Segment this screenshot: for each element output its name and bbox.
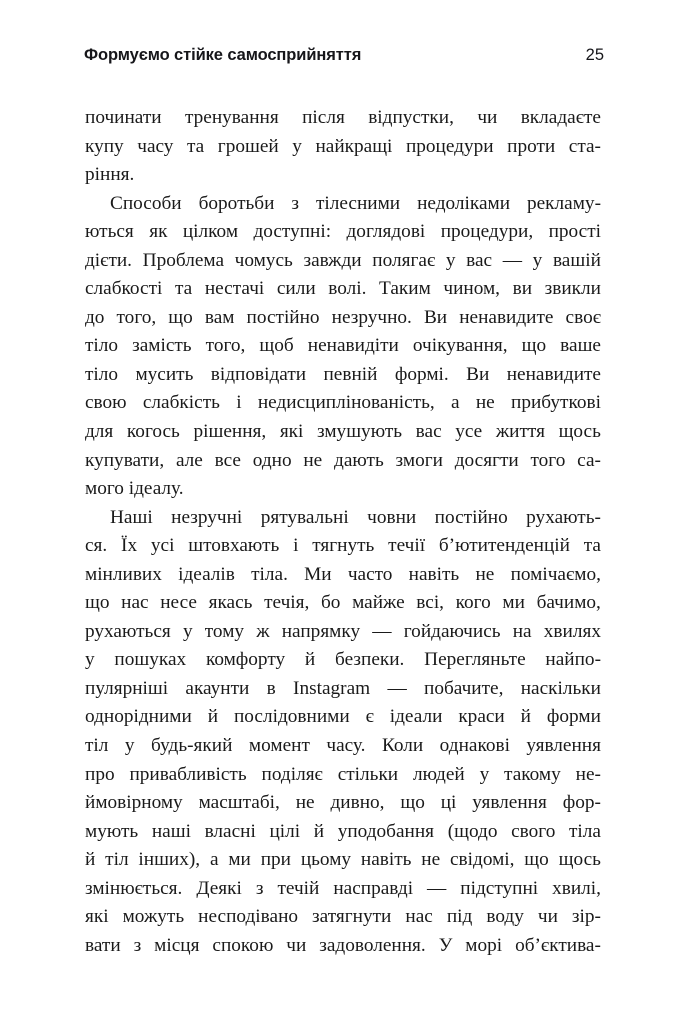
word: напрямку xyxy=(281,620,361,642)
word: грошей xyxy=(217,135,279,157)
word: що xyxy=(400,792,425,814)
word: однорідними xyxy=(85,706,192,728)
word: рухають- xyxy=(526,506,601,528)
word: помічаємо, xyxy=(510,563,601,585)
word: не- xyxy=(575,763,601,785)
word: а xyxy=(451,392,460,414)
word: тіл xyxy=(85,735,109,757)
word: — xyxy=(372,620,392,642)
word: чином, xyxy=(443,278,501,300)
word: човни xyxy=(367,506,417,528)
word: тіла. xyxy=(251,563,288,585)
word: ненавидите xyxy=(459,306,554,328)
word: масштабі, xyxy=(198,792,280,814)
text-line xyxy=(85,789,601,818)
word: не xyxy=(303,449,323,471)
word: купу xyxy=(85,135,124,157)
word: затягнути xyxy=(312,906,392,928)
word: якась xyxy=(208,592,253,614)
word: вам xyxy=(204,306,235,328)
word: у xyxy=(445,249,456,271)
word: під xyxy=(446,906,473,928)
word: щось xyxy=(558,421,601,443)
word: дають xyxy=(334,449,384,471)
text-line xyxy=(110,504,601,533)
word: полягає xyxy=(372,249,436,271)
word: всі, xyxy=(416,592,445,614)
word: ми xyxy=(228,849,251,871)
word: вати xyxy=(85,934,121,956)
word: тому xyxy=(204,620,245,642)
word: насправді xyxy=(333,877,414,899)
word: для xyxy=(85,421,114,443)
text-line xyxy=(85,618,601,647)
word: тілесними xyxy=(315,192,401,214)
word: у xyxy=(532,249,543,271)
word: звикли xyxy=(544,278,601,300)
word: акаунти xyxy=(185,677,250,699)
word: уявлення xyxy=(472,792,547,814)
word: Таким xyxy=(379,278,431,300)
word: тіло xyxy=(85,363,119,385)
word: кого xyxy=(455,592,491,614)
word: до xyxy=(85,306,105,328)
word: несе xyxy=(160,592,197,614)
word: однакові xyxy=(439,735,510,757)
word: очікування, xyxy=(412,335,508,357)
text-line xyxy=(85,304,601,333)
word: доступні: xyxy=(253,221,332,243)
word: ються xyxy=(85,221,134,243)
word: рішення, xyxy=(193,421,267,443)
word: навіть xyxy=(408,563,460,585)
word: пулярніші xyxy=(85,677,169,699)
word: морі xyxy=(465,934,503,956)
word: у xyxy=(479,763,490,785)
word: ненавидите xyxy=(506,363,601,385)
text-line xyxy=(85,818,601,847)
word: щось xyxy=(558,849,601,871)
word: після xyxy=(302,107,345,128)
text-line: ріння. xyxy=(85,164,135,186)
word: ці xyxy=(440,792,457,814)
word: й xyxy=(313,820,325,842)
word: будь-який xyxy=(151,735,233,757)
word: Ви xyxy=(423,306,448,328)
text-line xyxy=(85,675,601,704)
word: б’ютитенденцій xyxy=(438,535,570,557)
word: сили xyxy=(276,278,316,300)
word: навіть xyxy=(360,849,412,871)
text-line xyxy=(85,275,601,304)
word: (щодо xyxy=(447,820,498,842)
word: усе xyxy=(455,421,483,443)
text-line xyxy=(85,532,601,561)
word: що xyxy=(85,592,110,614)
word: волі. xyxy=(328,278,367,300)
word: досягти xyxy=(454,449,519,471)
text-line xyxy=(85,932,601,961)
word: стільки xyxy=(337,763,399,785)
word: недисциплінованість, xyxy=(257,392,435,414)
word: тіло xyxy=(85,335,119,357)
word: воду xyxy=(486,906,524,928)
text-line xyxy=(85,389,601,418)
text-line xyxy=(85,903,601,932)
word: незручно. xyxy=(331,306,412,328)
word: певній xyxy=(323,363,378,385)
word: й xyxy=(520,706,531,728)
body-text xyxy=(85,104,601,960)
word: привабливість xyxy=(129,763,247,785)
page-number: 25 xyxy=(585,46,604,64)
word: течії xyxy=(388,535,426,557)
word: формі. xyxy=(394,363,449,385)
word: та xyxy=(175,278,193,300)
text-line xyxy=(85,218,601,247)
word: процедури xyxy=(405,135,494,157)
text-line xyxy=(85,133,601,162)
word: що xyxy=(524,849,549,871)
word: все xyxy=(214,449,241,471)
text-line xyxy=(85,418,601,447)
word: цьому xyxy=(300,849,352,871)
word: Коли xyxy=(381,735,424,757)
word: вас xyxy=(466,249,493,271)
word: форми xyxy=(546,706,601,728)
word: тягнуть xyxy=(312,535,375,557)
word: а xyxy=(209,849,219,871)
text-line xyxy=(85,447,601,476)
text-line xyxy=(85,703,601,732)
word: у xyxy=(85,649,95,671)
word: вас xyxy=(415,421,442,443)
word: хвилі, xyxy=(552,877,601,899)
word: і xyxy=(293,535,299,557)
word: уподобання xyxy=(337,820,435,842)
word: процедури, xyxy=(440,221,534,243)
word: та xyxy=(583,535,601,557)
word: людей xyxy=(412,763,465,785)
word: тіла xyxy=(569,820,601,842)
word: доглядові xyxy=(346,221,426,243)
word: у xyxy=(182,620,193,642)
text-line xyxy=(85,104,601,133)
word: але xyxy=(175,449,203,471)
word: свою xyxy=(85,392,127,414)
word: того, xyxy=(205,335,246,357)
word: слабкості xyxy=(85,278,163,300)
text-line xyxy=(85,332,601,361)
word: того, xyxy=(116,306,157,328)
word: несподівано xyxy=(198,906,299,928)
word: відповідати xyxy=(210,363,307,385)
word: усі xyxy=(150,535,175,557)
word: Наші xyxy=(110,506,153,528)
word: своє xyxy=(565,306,601,328)
word: часу xyxy=(137,135,174,157)
word: мують xyxy=(85,820,139,842)
word: ви xyxy=(512,278,533,300)
word: боротьби xyxy=(198,192,275,214)
word: які xyxy=(279,421,304,443)
word: штовхають xyxy=(188,535,280,557)
running-head-title: Формуємо стійке самосприйняття xyxy=(84,46,362,64)
word: бачимо, xyxy=(536,592,601,614)
word: рекламу- xyxy=(526,192,601,214)
word: вкладаєте xyxy=(520,107,601,128)
word: чи xyxy=(477,107,498,128)
word: купувати, xyxy=(85,449,165,471)
word: задоволення. xyxy=(319,934,426,956)
text-line xyxy=(85,761,601,790)
word: наскільки xyxy=(520,677,601,699)
word: поділяє xyxy=(261,763,323,785)
text-line xyxy=(85,561,601,590)
word: часу. xyxy=(326,735,366,757)
word: що xyxy=(521,335,547,357)
word: ідеали xyxy=(389,706,443,728)
word: з xyxy=(255,877,264,899)
word: що xyxy=(168,306,193,328)
word: ся. xyxy=(85,535,108,557)
word: послідовними xyxy=(233,706,350,728)
word: побачите, xyxy=(424,677,504,699)
word: Перегляньте xyxy=(424,649,526,671)
word: є xyxy=(365,706,374,728)
word: спокою xyxy=(212,934,274,956)
word: нас xyxy=(121,592,149,614)
word: момент xyxy=(248,735,310,757)
word: й xyxy=(304,649,316,671)
word: Ми xyxy=(304,563,332,585)
text-line xyxy=(85,589,601,618)
word: майже xyxy=(352,592,405,614)
word: при xyxy=(260,849,291,871)
word: того xyxy=(530,449,566,471)
word: одно xyxy=(252,449,292,471)
word: найпо- xyxy=(545,649,601,671)
word: ваше xyxy=(560,335,601,357)
word: на xyxy=(512,620,532,642)
word: чи xyxy=(537,906,558,928)
word: рятувальні xyxy=(260,506,349,528)
paragraph xyxy=(85,504,601,961)
word: течія, xyxy=(264,592,310,614)
word: незручні xyxy=(171,506,243,528)
word: власні xyxy=(204,820,256,842)
word: слабкість xyxy=(142,392,220,414)
word: течій xyxy=(277,877,320,899)
word: хвилях xyxy=(543,620,601,642)
paragraph xyxy=(85,104,601,190)
word: Їх xyxy=(121,535,138,557)
word: підступні xyxy=(460,877,539,899)
word: та xyxy=(187,135,205,157)
word: Проблема xyxy=(142,249,224,271)
word: найкращі xyxy=(315,135,393,157)
word: Ви xyxy=(466,363,490,385)
word: зір- xyxy=(571,906,601,928)
word: життя xyxy=(495,421,545,443)
text-line xyxy=(85,361,601,390)
word: у xyxy=(292,135,302,157)
word: свого xyxy=(511,820,556,842)
word: як xyxy=(149,221,168,243)
text-line xyxy=(85,247,601,276)
word: Instagram xyxy=(293,677,371,699)
word: відпустки, xyxy=(368,107,454,128)
text-line xyxy=(85,732,601,761)
word: і xyxy=(236,392,242,414)
word: тренування xyxy=(184,107,279,128)
word: й xyxy=(85,849,96,871)
running-head xyxy=(84,46,604,72)
word: нас xyxy=(405,906,433,928)
word: рухаються xyxy=(85,620,171,642)
word: постійно xyxy=(434,506,508,528)
word: наші xyxy=(151,820,191,842)
word: когось xyxy=(126,421,180,443)
word: недоліками xyxy=(417,192,511,214)
text-line xyxy=(85,646,601,675)
word: нестачі xyxy=(204,278,265,300)
word: вашій xyxy=(552,249,601,271)
word: в xyxy=(266,677,276,699)
word: проти xyxy=(507,135,556,157)
word: мінливих xyxy=(85,563,162,585)
word: безпеки. xyxy=(335,649,405,671)
word: такому xyxy=(504,763,561,785)
word: інших), xyxy=(138,849,201,871)
word: не xyxy=(475,392,495,414)
word: ймовірному xyxy=(85,792,183,814)
word: об’єктива- xyxy=(515,934,601,956)
word: цілі xyxy=(269,820,301,842)
word: са- xyxy=(577,449,601,471)
word: з xyxy=(133,934,142,956)
word: ненавидіти xyxy=(307,335,399,357)
word: бо xyxy=(320,592,341,614)
word: ідеалів xyxy=(178,563,235,585)
word: уявлення xyxy=(526,735,601,757)
word: не xyxy=(475,563,495,585)
word: починати xyxy=(85,107,162,128)
word: не xyxy=(295,792,315,814)
word: дивно, xyxy=(330,792,385,814)
text-line xyxy=(110,190,601,219)
word: тіл xyxy=(105,849,129,871)
word: фор- xyxy=(562,792,601,814)
word: чомусь xyxy=(234,249,293,271)
paragraph xyxy=(85,190,601,504)
word: змінюється. xyxy=(85,877,183,899)
word: свідомі, xyxy=(449,849,515,871)
word: краси xyxy=(458,706,505,728)
word: змушують xyxy=(317,421,403,443)
word: які xyxy=(85,906,109,928)
word: часто xyxy=(347,563,393,585)
word: дієти. xyxy=(85,249,133,271)
word: завжди xyxy=(303,249,362,271)
word: про xyxy=(85,763,115,785)
word: замість xyxy=(132,335,192,357)
word: комфорту xyxy=(205,649,286,671)
word: з xyxy=(291,192,299,214)
word: місця xyxy=(154,934,200,956)
word: ж xyxy=(256,620,270,642)
word: цілком xyxy=(182,221,239,243)
word: постійно xyxy=(246,306,320,328)
word: й xyxy=(207,706,219,728)
word: пошуках xyxy=(114,649,187,671)
word: змоги xyxy=(395,449,443,471)
word: щоб xyxy=(259,335,294,357)
word: гойдаючись xyxy=(403,620,501,642)
word: — xyxy=(427,877,447,899)
word: прибуткові xyxy=(511,392,601,414)
word: Способи xyxy=(110,192,182,214)
word: Деякі xyxy=(196,877,242,899)
word: — xyxy=(387,677,407,699)
word: не xyxy=(421,849,441,871)
text-line: мого ідеалу. xyxy=(85,478,184,500)
word: у xyxy=(124,735,135,757)
word: чи xyxy=(286,934,307,956)
word: — xyxy=(502,249,523,271)
word: У xyxy=(438,934,453,956)
word: ми xyxy=(502,592,525,614)
word: ста- xyxy=(568,135,601,157)
text-line xyxy=(85,846,601,875)
word: прості xyxy=(548,221,601,243)
text-line xyxy=(85,875,601,904)
word: мусить xyxy=(135,363,194,385)
word: можуть xyxy=(122,906,185,928)
